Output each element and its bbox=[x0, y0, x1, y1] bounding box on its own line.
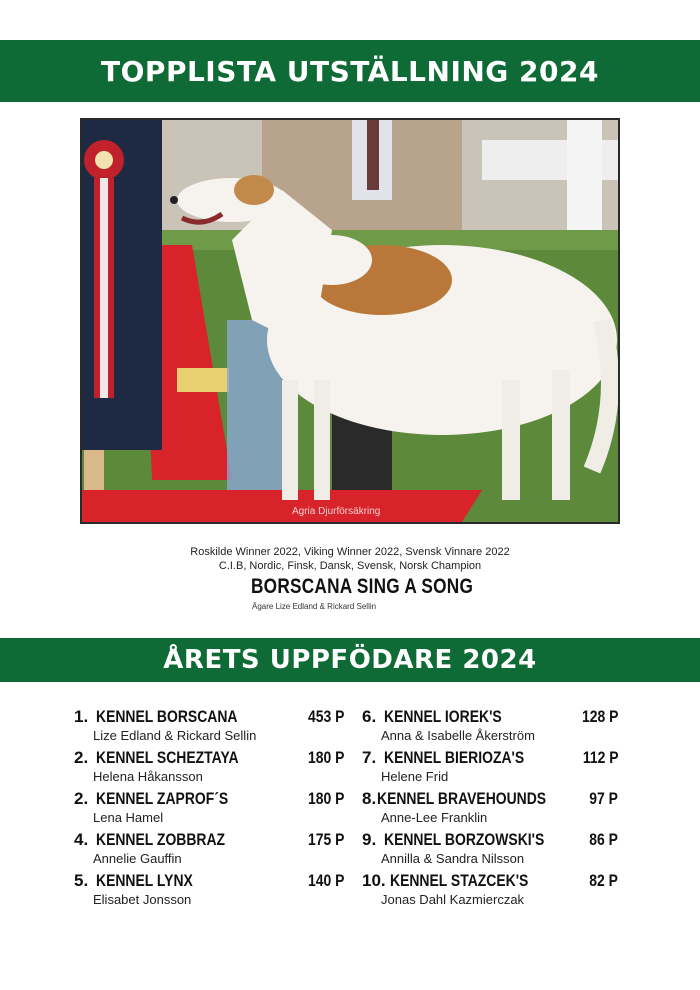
header-banner bbox=[0, 40, 700, 102]
points: 453 P bbox=[307, 707, 344, 726]
list-item bbox=[362, 871, 618, 907]
rank: 9. bbox=[362, 830, 377, 849]
breeder-name: Helena Håkansson bbox=[93, 769, 203, 784]
kennel-name: KENNEL BORZOWSKI'S bbox=[384, 830, 545, 849]
rank: 2. bbox=[74, 748, 89, 767]
rank: 7. bbox=[362, 748, 377, 767]
breeder-name: Anna & Isabelle Åkerström bbox=[381, 728, 535, 743]
points: 175 P bbox=[307, 830, 344, 849]
kennel-name: KENNEL IOREK'S bbox=[384, 707, 502, 726]
list-item bbox=[74, 789, 344, 825]
caption-champion: C.I.B, Nordic, Finsk, Dansk, Svensk, Norsk Champion bbox=[218, 560, 482, 572]
points: 112 P bbox=[582, 748, 618, 767]
dog-leg-front bbox=[282, 380, 298, 500]
breeder-name: Annilla & Sandra Nilsson bbox=[381, 851, 525, 866]
breeder-name: Lena Hamel bbox=[93, 810, 164, 825]
tent-pole bbox=[567, 120, 602, 245]
owner-line: Ägare Lize Edland & Rickard Sellin bbox=[252, 602, 377, 611]
list-item bbox=[362, 789, 618, 825]
kennel-name: KENNEL BIERIOZA'S bbox=[384, 748, 525, 767]
carpet-sign: Agria Djurförsäkring bbox=[292, 506, 381, 517]
rank: 8. bbox=[362, 789, 377, 808]
kennel-name: KENNEL BRAVEHOUNDS bbox=[376, 789, 546, 808]
list-item bbox=[74, 871, 344, 907]
breeder-name: Jonas Dahl Kazmierczak bbox=[381, 892, 525, 907]
kennel-sign bbox=[177, 368, 229, 392]
kennel-name: KENNEL LYNX bbox=[96, 871, 193, 890]
rank: 6. bbox=[362, 707, 377, 726]
points: 82 P bbox=[589, 871, 618, 890]
rank: 2. bbox=[74, 789, 89, 808]
points: 180 P bbox=[307, 748, 344, 767]
points: 97 P bbox=[589, 789, 618, 808]
list-item bbox=[362, 830, 618, 866]
breeder-name: Anne-Lee Franklin bbox=[381, 810, 488, 825]
points: 180 P bbox=[307, 789, 344, 808]
dog-show-photo bbox=[82, 120, 618, 522]
breeder-banner bbox=[0, 638, 700, 682]
dog-name: BORSCANA SING A SONG bbox=[251, 575, 474, 598]
breeder-name: Annelie Gauffin bbox=[93, 851, 182, 866]
points: 140 P bbox=[307, 871, 344, 890]
breeder-name: Lize Edland & Rickard Sellin bbox=[93, 728, 257, 743]
dog-leg-rear bbox=[502, 380, 520, 500]
list-item bbox=[74, 830, 344, 866]
rank: 4. bbox=[74, 830, 89, 849]
kennel-name: KENNEL ZOBBRAZ bbox=[96, 830, 226, 849]
caption-titles: Roskilde Winner 2022, Viking Winner 2022, Svensk Vinnare 2022 bbox=[190, 546, 510, 558]
rank: 1. bbox=[74, 707, 89, 726]
page-title: TOPPLISTA UTSTÄLLNING 2024 bbox=[101, 54, 599, 88]
kennel-name: KENNEL STAZCEK'S bbox=[390, 871, 529, 890]
list-item bbox=[362, 748, 618, 784]
points: 86 P bbox=[589, 830, 618, 849]
kennel-name: KENNEL BORSCANA bbox=[96, 707, 238, 726]
list-item bbox=[362, 707, 618, 743]
feature-photo bbox=[80, 118, 620, 524]
kennel-name: KENNEL ZAPROF´S bbox=[96, 789, 229, 808]
list-item bbox=[74, 748, 344, 784]
section-title: ÅRETS UPPFÖDARE 2024 bbox=[163, 645, 537, 675]
breeder-name: Elisabet Jonsson bbox=[93, 892, 192, 907]
points: 128 P bbox=[581, 707, 618, 726]
rank: 10. bbox=[362, 871, 386, 890]
list-item bbox=[74, 707, 344, 743]
rank: 5. bbox=[74, 871, 89, 890]
breeder-name: Helene Frid bbox=[381, 769, 449, 784]
kennel-name: KENNEL SCHEZTAYA bbox=[96, 748, 239, 767]
